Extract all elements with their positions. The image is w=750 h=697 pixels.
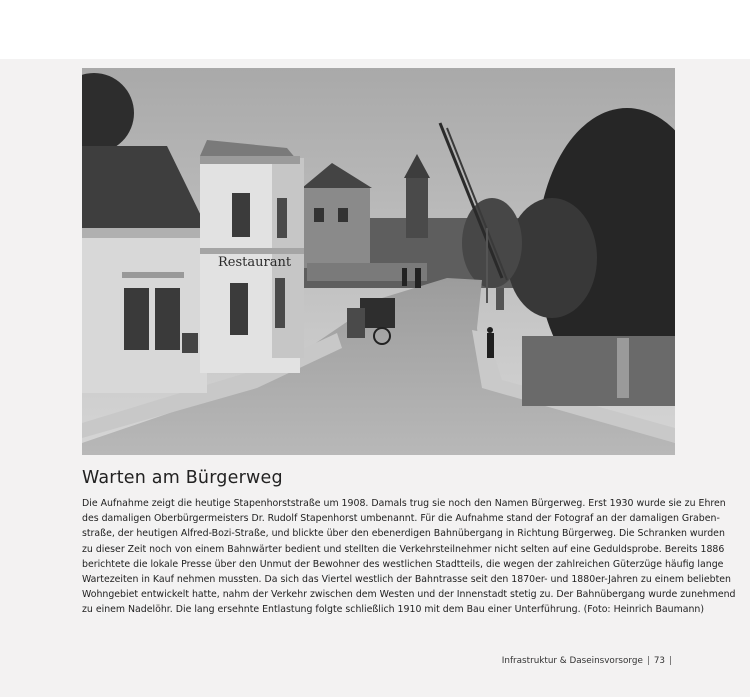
- body-line: Die Aufnahme zeigt die heutige Stapenhorststraße um 1908. Damals trug sie noch den Namen Bürgerweg. Erst 1930 wurde sie zu Ehren: [82, 498, 726, 509]
- footer-separator: |: [669, 656, 672, 666]
- footer-section-title: Infrastruktur & Daseinsvorsorge: [501, 656, 643, 666]
- page-footer: [502, 656, 676, 666]
- body-line: zu dieser Zeit noch von einem Bahnwärter bedient und stellten die Verkehrsteilnehmer nicht selten auf eine Geduldsprobe. Bereits 1886: [82, 543, 725, 555]
- person-child: [487, 333, 494, 358]
- page-number: 73: [653, 656, 666, 666]
- article-title: Warten am Bürgerweg: [82, 468, 283, 488]
- historic-street-photo: [82, 68, 675, 455]
- horse-cart: [360, 298, 395, 328]
- body-line: Wartezeiten in Kauf nehmen mussten. Da sich das Viertel westlich der Bahntrasse seit den 1870er- und 1880er-Jahren zu einem beliebten: [82, 574, 731, 586]
- article-body: [82, 496, 736, 618]
- page-top-margin: [0, 0, 750, 59]
- body-line: des damaligen Oberbürgermeisters Dr. Rudolf Stapenhorst umbenannt. Für die Aufnahme stand der Fotograf an der damaligen Graben-: [82, 513, 720, 525]
- body-line: berichtete die lokale Presse über den Unmut der Bewohner des westlichen Stadtteils, die wegen der zahlreichen Güterzüge häufig lange: [82, 558, 724, 570]
- middle-house: [304, 188, 370, 268]
- body-line: zu einem Nadelöhr. Die lang ersehnte Entlastung folgte schließlich 1910 mit dem Bau einer Unterführung. (Foto: Heinrich Baumann): [82, 604, 705, 616]
- photo-illustration: [82, 68, 675, 455]
- restaurant-sign: Restaurant: [218, 255, 292, 270]
- person-woman: [496, 288, 504, 310]
- body-line: straße, der heutigen Alfred-Bozi-Straße, und blickte über den ebenerdigen Bahnübergang in Richtung Bürgerweg. Die Schranken wurden: [82, 528, 725, 540]
- body-line: Wohngebiet entwickelt hatte, nahm der Verkehr zwischen dem Westen und der Innenstadt stetig zu. Der Bahnübergang wurde zunehmend: [82, 589, 736, 601]
- footer-separator: |: [646, 656, 650, 666]
- postbox: [182, 333, 198, 353]
- garden-wall: [522, 336, 675, 406]
